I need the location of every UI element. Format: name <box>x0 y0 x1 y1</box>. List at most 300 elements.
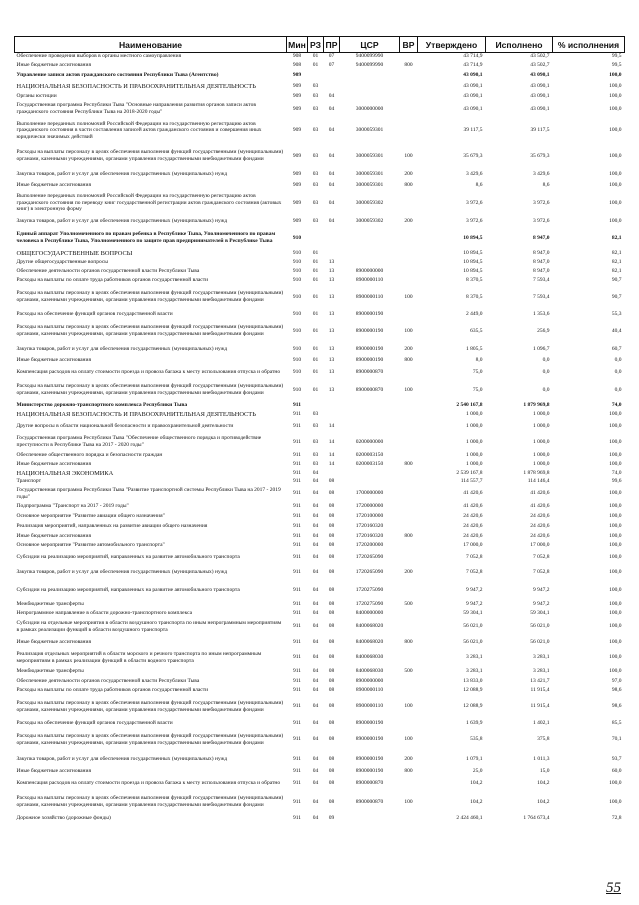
row-ministry-code: 911 <box>292 719 302 726</box>
row-expense-type-code <box>400 276 418 285</box>
row-execution-percent: 100,0 <box>609 638 622 645</box>
row-executed-amount: 375,8 <box>537 736 550 743</box>
row-subsection-code: 08 <box>328 600 335 607</box>
row-approved-amount: 41 420,6 <box>463 490 483 497</box>
table-row <box>15 216 625 228</box>
row-section-code: 03 <box>312 105 319 112</box>
table-row <box>15 310 625 319</box>
table-row <box>15 365 625 380</box>
row-approved-amount: 39 117,5 <box>463 127 483 134</box>
row-subsection-code: 08 <box>328 609 335 616</box>
row-name: Закупка товаров, работ и услуг для обеспечения государственных (муниципальных) нужд <box>16 171 228 178</box>
row-ministry-code: 911 <box>292 503 302 510</box>
row-execution-percent: 74,0 <box>611 401 622 408</box>
row-ministry-code: 911 <box>292 451 302 458</box>
row-ministry-code: 910 <box>292 258 302 265</box>
row-ministry-code: 911 <box>292 654 302 661</box>
row-target-article-code: 1720200000 <box>355 542 384 549</box>
row-section-code: 04 <box>312 478 319 485</box>
row-target-article-code: 3000059301 <box>355 182 384 189</box>
row-section-code: 04 <box>312 469 319 476</box>
row-execution-percent: 100,0 <box>609 199 622 206</box>
row-name: Обеспечение деятельности органов государственной власти Республики Тыва <box>16 267 200 274</box>
row-target-article-code: 8400068030 <box>355 654 384 661</box>
row-expense-type-code: 100 <box>404 293 413 300</box>
row-target-article-code: 8900000190 <box>355 310 384 317</box>
row-section-code: 03 <box>312 411 319 418</box>
row-subsection-code: 08 <box>328 569 335 576</box>
row-expense-type-code <box>400 486 418 502</box>
row-section-code: 04 <box>312 523 319 530</box>
row-executed-amount: 9 947,2 <box>533 600 550 607</box>
row-execution-percent: 82,1 <box>611 258 622 265</box>
row-subsection-code: 13 <box>328 276 335 283</box>
table-row <box>15 356 625 365</box>
row-expense-type-code <box>400 53 418 61</box>
row-ministry-code: 911 <box>292 600 302 607</box>
row-target-article-code: 8900000190 <box>355 755 384 762</box>
row-execution-percent: 100,0 <box>609 569 622 576</box>
row-executed-amount: 8,6 <box>542 182 550 189</box>
row-name: Выполнение переданных полномочий Российской Федерации на государственную регистрацию актов гражданского состояния в части составления записей актов гражданского состояния и совершения иных юридически значимых действий <box>16 120 262 140</box>
row-ministry-code: 911 <box>292 668 302 675</box>
row-approved-amount: 7 052,8 <box>466 553 483 560</box>
row-name: Межбюджетные трансферты <box>16 600 84 607</box>
row-execution-percent: 85,5 <box>611 719 622 726</box>
row-approved-amount: 41 420,6 <box>463 503 483 510</box>
row-ministry-code: 909 <box>292 105 302 112</box>
table-row <box>15 451 625 460</box>
row-executed-amount: 11 915,4 <box>530 703 550 710</box>
row-execution-percent: 55,3 <box>611 310 622 317</box>
row-expense-type-code: 200 <box>404 755 413 762</box>
row-section-code: 04 <box>312 638 319 645</box>
row-section-code: 04 <box>312 542 319 549</box>
row-expense-type-code: 800 <box>404 460 413 467</box>
row-expense-type-code <box>400 228 418 249</box>
row-execution-percent: 0,0 <box>614 386 622 393</box>
row-subsection-code: 13 <box>328 346 335 353</box>
row-name: Органы юстиции <box>16 92 57 99</box>
row-expense-type-code <box>400 522 418 532</box>
row-ministry-code: 909 <box>292 92 302 99</box>
row-ministry-code: 911 <box>292 460 302 467</box>
row-execution-percent: 100,0 <box>609 513 622 520</box>
row-approved-amount: 75,0 <box>472 386 483 393</box>
row-section-code: 03 <box>312 82 319 89</box>
row-subsection-code: 08 <box>328 767 335 774</box>
row-section-code: 01 <box>312 276 319 283</box>
row-execution-percent: 100,0 <box>609 609 622 616</box>
row-expense-type-code: 200 <box>404 218 413 225</box>
budget-execution-table <box>14 36 625 824</box>
table-row <box>15 380 625 401</box>
row-target-article-code <box>340 70 400 81</box>
row-name: НАЦИОНАЛЬНАЯ БЕЗОПАСНОСТЬ И ПРАВООХРАНИТЕЛЬНАЯ ДЕЯТЕЛЬНОСТЬ <box>16 411 256 418</box>
row-ministry-code: 911 <box>292 779 302 786</box>
row-approved-amount: 7 052,8 <box>466 569 483 576</box>
row-target-article-code <box>340 228 400 249</box>
row-target-article-code: 8400068030 <box>355 668 384 675</box>
row-target-article-code <box>340 92 400 101</box>
row-subsection-code: 14 <box>328 451 335 458</box>
row-name: Иные бюджетные ассигнования <box>16 61 91 68</box>
row-executed-amount: 114 146,4 <box>527 478 550 485</box>
row-execution-percent: 100,0 <box>609 668 622 675</box>
row-expense-type-code: 100 <box>404 386 413 393</box>
row-subsection-code: 14 <box>328 460 335 467</box>
row-name: Субсидии на реализацию мероприятий, направленных на развитие автомобильного транспорта <box>16 587 240 594</box>
row-expense-type-code <box>400 618 418 636</box>
row-target-article-code <box>340 814 400 824</box>
row-approved-amount: 24 420,6 <box>463 532 483 539</box>
table-row <box>15 267 625 276</box>
row-name: Государственная программа Республики Тыва "Развитие транспортной системы Республики Тыва на 2017 - 2019 годы" <box>16 486 281 500</box>
row-ministry-code: 910 <box>292 346 302 353</box>
row-subsection-code: 08 <box>328 638 335 645</box>
row-approved-amount: 635,5 <box>470 327 483 334</box>
table-row <box>15 719 625 728</box>
row-section-code <box>308 228 324 249</box>
row-subsection-code <box>324 81 340 92</box>
table-row <box>15 144 625 169</box>
row-subsection-code: 13 <box>328 386 335 393</box>
row-section-code: 03 <box>312 152 319 159</box>
row-subsection-code: 04 <box>328 92 335 99</box>
table-row <box>15 228 625 249</box>
row-target-article-code: 8900000190 <box>355 736 384 743</box>
table-row <box>15 276 625 285</box>
row-subsection-code: 08 <box>328 503 335 510</box>
row-subsection-code: 07 <box>328 61 335 68</box>
row-subsection-code: 13 <box>328 267 335 274</box>
row-name: Министерство дорожно-транспортного комплекса Республики Тыва <box>16 401 188 408</box>
row-name: Расходы на выплаты персоналу в целях обеспечения выполнения функций государственными (муниципальными) органами, казенными учреждениями, органами управления государственными внебюджетными фондами <box>16 149 284 162</box>
row-name: Межбюджетные трансферты <box>16 668 84 675</box>
row-execution-percent: 100,0 <box>609 623 622 630</box>
table-row <box>15 169 625 181</box>
row-execution-percent: 100,0 <box>609 92 622 99</box>
row-approved-amount: 75,0 <box>472 368 483 375</box>
row-executed-amount: 56 021,0 <box>530 638 550 645</box>
row-target-article-code: 0200000000 <box>355 438 384 445</box>
row-name: Обеспечение проведения выборов в органы местного самоуправления <box>16 53 182 60</box>
row-execution-percent: 100,0 <box>609 82 622 89</box>
row-ministry-code: 911 <box>292 542 302 549</box>
row-target-article-code: 1720160320 <box>355 523 384 530</box>
row-expense-type-code <box>400 434 418 451</box>
row-executed-amount: 0,0 <box>542 368 550 375</box>
row-section-code: 03 <box>312 451 319 458</box>
row-target-article-code: 8900000000 <box>355 677 384 684</box>
row-name: Субсидии на реализацию мероприятий, направленных на развитие автомобильного транспорта <box>16 553 240 560</box>
row-target-article-code: 1720160320 <box>355 532 384 539</box>
row-execution-percent: 82,1 <box>611 249 622 256</box>
row-execution-percent: 100,0 <box>609 423 622 430</box>
table-row <box>15 478 625 486</box>
row-subsection-code: 08 <box>328 587 335 594</box>
row-ministry-code: 911 <box>292 490 302 497</box>
row-name: Закупка товаров, работ и услуг для обеспечения государственных (муниципальных) нужд <box>16 755 228 762</box>
row-execution-percent: 100,0 <box>609 460 622 467</box>
row-name: Иные бюджетные ассигнования <box>16 460 91 467</box>
row-section-code: 04 <box>312 654 319 661</box>
row-subsection-code: 13 <box>328 356 335 363</box>
row-subsection-code: 08 <box>328 736 335 743</box>
row-section-code: 04 <box>312 703 319 710</box>
row-expense-type-code <box>400 191 418 216</box>
row-subsection-code: 08 <box>328 553 335 560</box>
row-ministry-code: 908 <box>292 53 302 60</box>
row-section-code: 01 <box>312 327 319 334</box>
row-expense-type-code <box>400 92 418 101</box>
table-row <box>15 791 625 814</box>
table-row <box>15 401 625 410</box>
row-executed-amount: 59 304,1 <box>530 609 550 616</box>
row-expense-type-code: 100 <box>404 703 413 710</box>
row-target-article-code: 8400068020 <box>355 638 384 645</box>
row-name: Иные бюджетные ассигнования <box>16 767 91 774</box>
row-target-article-code: 8900000110 <box>355 293 384 300</box>
row-section-code: 03 <box>312 423 319 430</box>
row-name: Непрограммное направление в области дорожно-транспортного комплекса <box>16 609 193 616</box>
row-section-code: 04 <box>312 755 319 762</box>
row-name: Расходы на выплаты персоналу в целях обеспечения выполнения функций государственными (муниципальными) органами, казенными учреждениями, органами управления государственными внебюджетными фондами <box>16 290 284 303</box>
row-name: Иные бюджетные ассигнования <box>16 532 91 539</box>
col-header-rz: РЗ <box>308 37 324 53</box>
row-executed-amount: 1 096,7 <box>533 346 550 353</box>
row-ministry-code: 909 <box>292 71 302 78</box>
table-row <box>15 344 625 356</box>
row-subsection-code: 04 <box>328 199 335 206</box>
row-ministry-code: 910 <box>292 356 302 363</box>
row-executed-amount: 1 000,0 <box>533 411 550 418</box>
row-expense-type-code: 500 <box>404 668 413 675</box>
row-expense-type-code <box>400 410 418 420</box>
row-target-article-code: 1720265090 <box>355 569 384 576</box>
table-row <box>15 53 625 61</box>
row-section-code: 03 <box>312 92 319 99</box>
table-row <box>15 600 625 609</box>
row-expense-type-code <box>400 512 418 522</box>
row-execution-percent: 100,0 <box>609 152 622 159</box>
row-target-article-code: 3000059302 <box>355 199 384 206</box>
row-approved-amount: 8,6 <box>475 182 483 189</box>
row-ministry-code: 911 <box>292 513 302 520</box>
row-ministry-code: 911 <box>292 798 302 805</box>
col-header-executed: Исполнено <box>486 37 553 53</box>
row-executed-amount: 1 878 969,8 <box>523 469 550 476</box>
row-executed-amount: 1 402,1 <box>533 719 550 726</box>
table-row <box>15 191 625 216</box>
row-section-code: 04 <box>312 609 319 616</box>
row-ministry-code: 909 <box>292 218 302 225</box>
row-expense-type-code <box>400 118 418 144</box>
row-section-code: 01 <box>312 267 319 274</box>
row-expense-type-code <box>400 649 418 667</box>
row-approved-amount: 17 000,0 <box>463 542 483 549</box>
row-executed-amount: 8 947,0 <box>533 267 550 274</box>
row-ministry-code: 911 <box>292 553 302 560</box>
col-header-csr: ЦСР <box>340 37 400 53</box>
row-expense-type-code <box>400 451 418 460</box>
row-execution-percent: 100,0 <box>609 127 622 134</box>
row-subsection-code: 09 <box>328 815 335 822</box>
row-approved-amount: 35 679,3 <box>463 152 483 159</box>
table-row <box>15 486 625 502</box>
row-ministry-code: 909 <box>292 82 302 89</box>
row-execution-percent: 82,1 <box>611 267 622 274</box>
row-approved-amount: 43 090,1 <box>463 82 483 89</box>
table-row <box>15 181 625 191</box>
row-approved-amount: 12 088,9 <box>463 703 483 710</box>
table-row <box>15 677 625 686</box>
row-executed-amount: 17 000,0 <box>530 542 550 549</box>
table-row <box>15 70 625 81</box>
row-execution-percent: 0,0 <box>614 356 622 363</box>
row-section-code: 04 <box>312 623 319 630</box>
row-approved-amount: 114 557,7 <box>460 478 483 485</box>
row-name: Расходы на выплаты по оплате труда работников органов государственной власти <box>16 276 209 283</box>
row-subsection-code <box>324 410 340 420</box>
row-name: Иные бюджетные ассигнования <box>16 356 91 363</box>
row-execution-percent: 99,6 <box>611 478 622 485</box>
row-approved-amount: 3 972,6 <box>466 199 483 206</box>
row-section-code: 04 <box>312 767 319 774</box>
row-executed-amount: 43 090,1 <box>530 92 550 99</box>
row-subsection-code: 04 <box>328 218 335 225</box>
row-subsection-code: 08 <box>328 686 335 693</box>
row-execution-percent: 90,7 <box>611 276 622 283</box>
row-approved-amount: 43 714,9 <box>463 61 483 68</box>
row-expense-type-code: 100 <box>404 798 413 805</box>
row-ministry-code: 911 <box>292 478 302 485</box>
page-number: 55 <box>606 880 621 896</box>
row-name: Государственная программа Республики Тыва "Основные направления развития органов записи актов гражданского состояния Республики Тыва на 2018-2020 годы" <box>16 102 256 115</box>
col-header-name: Наименование <box>15 37 287 53</box>
row-executed-amount: 7 052,8 <box>533 569 550 576</box>
row-approved-amount: 9 947,2 <box>466 600 483 607</box>
table-row <box>15 61 625 70</box>
row-execution-percent: 100,0 <box>609 490 622 497</box>
row-approved-amount: 2 539 167,8 <box>456 469 483 476</box>
row-approved-amount: 104,2 <box>470 798 483 805</box>
row-ministry-code: 911 <box>292 677 302 684</box>
row-approved-amount: 43 090,1 <box>463 71 483 78</box>
row-executed-amount: 7 052,8 <box>533 553 550 560</box>
row-execution-percent: 100,0 <box>609 438 622 445</box>
row-approved-amount: 3 429,6 <box>466 171 483 178</box>
row-execution-percent: 99,5 <box>611 53 622 60</box>
row-expense-type-code <box>400 776 418 791</box>
row-ministry-code: 911 <box>292 638 302 645</box>
table-row <box>15 636 625 649</box>
row-ministry-code: 910 <box>292 386 302 393</box>
row-executed-amount: 15,0 <box>539 767 550 774</box>
row-ministry-code: 909 <box>292 127 302 134</box>
row-approved-amount: 8 370,5 <box>466 293 483 300</box>
col-header-pr: ПР <box>324 37 340 53</box>
row-expense-type-code <box>400 70 418 81</box>
row-target-article-code: 1720275090 <box>355 600 384 607</box>
table-body <box>15 53 625 824</box>
row-expense-type-code: 800 <box>404 356 413 363</box>
row-subsection-code: 08 <box>328 513 335 520</box>
row-ministry-code: 910 <box>292 310 302 317</box>
table-row <box>15 609 625 618</box>
row-executed-amount: 3 972,6 <box>533 199 550 206</box>
row-executed-amount: 104,2 <box>537 798 550 805</box>
row-executed-amount: 0,0 <box>542 386 550 393</box>
row-section-code: 04 <box>312 553 319 560</box>
row-execution-percent: 100,0 <box>609 171 622 178</box>
budget-report-sheet <box>14 36 624 824</box>
row-target-article-code: 8900000190 <box>355 719 384 726</box>
row-name: Дорожное хозяйство (дорожные фонды) <box>16 815 111 822</box>
row-name: Расходы на обеспечение функций органов государственной власти <box>16 310 173 317</box>
row-name: Субсидии на отдельные мероприятия в области воздушного транспорта по иным непрограммным мероприятиям в рамках реализации функций в области воздушного транспорта <box>16 619 282 633</box>
table-row <box>15 502 625 512</box>
row-target-article-code <box>340 410 400 420</box>
row-execution-percent: 100,0 <box>609 451 622 458</box>
row-name: Расходы на выплаты по оплате труда работников органов государственной власти <box>16 686 209 693</box>
row-section-code: 01 <box>312 61 319 68</box>
row-execution-percent: 100,0 <box>609 553 622 560</box>
row-approved-amount: 24 420,6 <box>463 513 483 520</box>
row-execution-percent: 70,1 <box>611 736 622 743</box>
row-expense-type-code: 200 <box>404 346 413 353</box>
row-approved-amount: 2 540 167,8 <box>456 401 483 408</box>
row-executed-amount: 41 420,6 <box>530 490 550 497</box>
row-execution-percent: 100,0 <box>609 587 622 594</box>
row-executed-amount: 7 593,4 <box>533 276 550 283</box>
row-target-article-code <box>340 249 400 258</box>
row-name: Закупка товаров, работ и услуг для обеспечения государственных (муниципальных) нужд <box>16 218 228 225</box>
row-ministry-code: 911 <box>292 609 302 616</box>
row-target-article-code <box>340 81 400 92</box>
row-section-code: 04 <box>312 677 319 684</box>
row-subsection-code: 08 <box>328 623 335 630</box>
table-row <box>15 649 625 667</box>
row-section-code: 04 <box>312 587 319 594</box>
row-subsection-code <box>324 249 340 258</box>
table-row <box>15 667 625 677</box>
row-ministry-code: 911 <box>292 736 302 743</box>
row-executed-amount: 56 021,0 <box>530 623 550 630</box>
row-execution-percent: 100,0 <box>609 218 622 225</box>
row-target-article-code <box>340 478 400 486</box>
row-name: Расходы на выплаты персоналу в целях обеспечения выполнения функций государственными (муниципальными) органами, казенными учреждениями, органами управления государственными внебюджетными фондами <box>16 795 284 808</box>
table-row <box>15 410 625 420</box>
row-executed-amount: 9 947,2 <box>533 587 550 594</box>
row-ministry-code: 910 <box>292 368 302 375</box>
row-executed-amount: 43 090,1 <box>530 105 550 112</box>
row-approved-amount: 104,2 <box>470 779 483 786</box>
row-executed-amount: 8 947,0 <box>533 249 550 256</box>
row-section-code: 01 <box>312 346 319 353</box>
row-approved-amount: 8 370,5 <box>466 276 483 283</box>
row-execution-percent: 100,0 <box>609 71 622 78</box>
row-ministry-code: 909 <box>292 152 302 159</box>
row-executed-amount: 3 972,6 <box>533 218 550 225</box>
row-executed-amount: 35 679,3 <box>530 152 550 159</box>
row-name: Обеспечение деятельности органов государственной власти Республики Тыва <box>16 677 200 684</box>
table-row <box>15 814 625 824</box>
table-row <box>15 695 625 719</box>
row-expense-type-code <box>400 478 418 486</box>
row-ministry-code: 908 <box>292 61 302 68</box>
row-ministry-code: 910 <box>292 293 302 300</box>
